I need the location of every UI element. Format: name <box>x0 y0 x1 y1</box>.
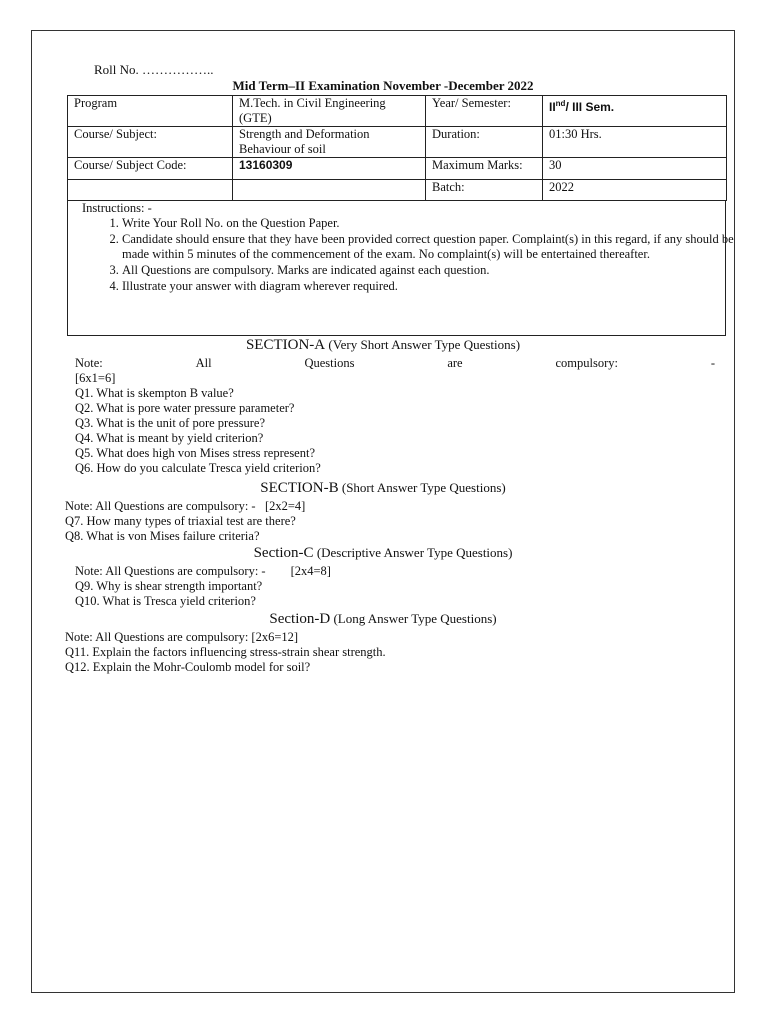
section-d-heading <box>32 611 734 628</box>
section-b-subtitle: (Short Answer Type Questions) <box>341 480 506 495</box>
course-value: Strength and Deformation Behaviour of soil <box>233 127 426 158</box>
section-c-subtitle: (Descriptive Answer Type Questions) <box>316 545 513 560</box>
section-a-subtitle: (Very Short Answer Type Questions) <box>328 337 521 352</box>
program-value: M.Tech. in Civil Engineering (GTE) <box>233 96 426 127</box>
code-value: 13160309 <box>233 158 426 180</box>
question-q12: Q12. Explain the Mohr-Coulomb model for soil? <box>65 660 311 674</box>
year-label: Year/ Semester: <box>426 96 543 127</box>
empty-cell <box>68 180 233 201</box>
question-q10: Q10. What is Tresca yield criterion? <box>75 594 256 608</box>
section-a-note <box>75 356 715 371</box>
note-word: are <box>447 356 463 370</box>
question-q8: Q8. What is von Mises failure criteria? <box>65 529 260 543</box>
year-value: IInd/ III Sem. <box>543 96 727 127</box>
question-q1: Q1. What is skempton B value? <box>75 386 234 400</box>
marks-label: Maximum Marks: <box>426 158 543 180</box>
question-q6: Q6. How do you calculate Tresca yield criterion? <box>75 461 321 475</box>
question-q3: Q3. What is the unit of pore pressure? <box>75 416 265 430</box>
section-b-note: Note: All Questions are compulsory: - [2x2=4] <box>65 499 306 513</box>
question-q4: Q4. What is meant by yield criterion? <box>75 431 264 445</box>
section-c-note: Note: All Questions are compulsory: - [2x4=8] <box>75 564 331 578</box>
question-q11: Q11. Explain the factors influencing stress-strain shear strength. <box>65 645 386 659</box>
note-word: compulsory: <box>555 356 618 370</box>
instruction-item: 4. Illustrate your answer with diagram wherever required. <box>122 279 742 294</box>
question-q7: Q7. How many types of triaxial test are there? <box>65 514 296 528</box>
instruction-item: 1. Write Your Roll No. on the Question Paper. <box>122 216 742 231</box>
instructions-list <box>96 216 742 295</box>
section-b-title: SECTION-B <box>260 480 339 496</box>
instructions-heading: Instructions: - <box>82 201 152 215</box>
info-table <box>67 95 727 201</box>
section-b-heading <box>32 480 734 497</box>
note-word: Questions <box>304 356 355 370</box>
section-a-marks: [6x1=6] <box>75 371 116 385</box>
section-c-title: Section-C <box>253 545 314 561</box>
code-label: Course/ Subject Code: <box>68 158 233 180</box>
program-label: Program <box>68 96 233 127</box>
batch-label: Batch: <box>426 180 543 201</box>
question-q5: Q5. What does high von Mises stress represent? <box>75 446 316 460</box>
empty-cell <box>233 180 426 201</box>
exam-title: Mid Term–II Examination November -December 2022 <box>232 78 534 93</box>
section-a-title: SECTION-A <box>245 337 326 353</box>
question-q2: Q2. What is pore water pressure parameter? <box>75 401 295 415</box>
note-word: - <box>710 356 715 370</box>
section-d-note: Note: All Questions are compulsory: [2x6=12] <box>65 630 299 644</box>
duration-label: Duration: <box>426 127 543 158</box>
exam-page <box>31 30 735 993</box>
section-c-heading <box>32 545 734 562</box>
instruction-item: 3. All Questions are compulsory. Marks are indicated against each question. <box>122 263 742 278</box>
instructions-box <box>67 200 734 336</box>
question-q9: Q9. Why is shear strength important? <box>75 579 263 593</box>
section-d-subtitle: (Long Answer Type Questions) <box>333 611 497 626</box>
note-word: Note: <box>75 356 103 370</box>
note-word: All <box>195 356 212 370</box>
roll-number: Roll No. …………….. <box>94 62 214 77</box>
section-a-heading <box>32 337 734 354</box>
duration-value: 01:30 Hrs. <box>543 127 727 158</box>
marks-value: 30 <box>543 158 727 180</box>
batch-value: 2022 <box>543 180 727 201</box>
course-label: Course/ Subject: <box>68 127 233 158</box>
instruction-item: 2. Candidate should ensure that they have been provided correct question paper. Complaint(s) in this regard, if any should be made within 5 minutes of the commencement of the exam. No complaint(s) will be entertained thereafter. <box>122 232 742 262</box>
section-d-title: Section-D <box>269 611 331 627</box>
